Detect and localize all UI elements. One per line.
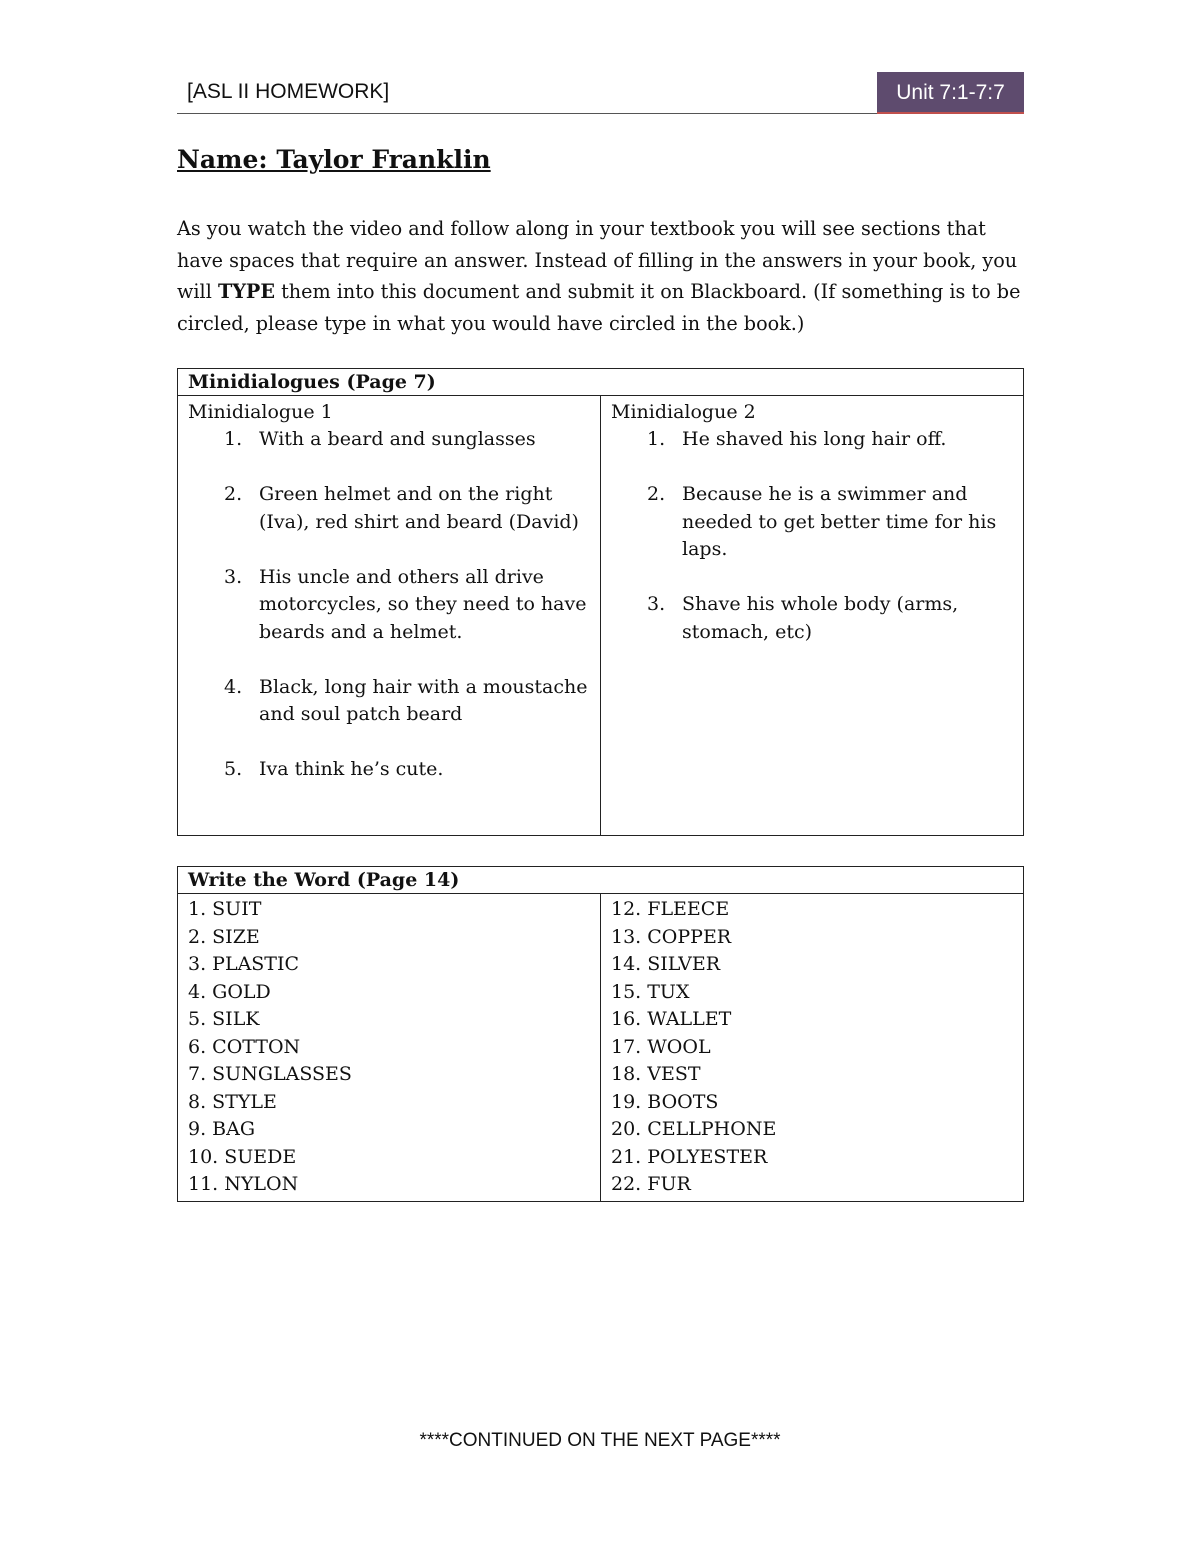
minidialogue-1-cell <box>178 396 601 836</box>
answer-item: 1. He shaved his long hair off. <box>647 428 947 450</box>
answer-item: 3. Shave his whole body (arms, stomach, etc) <box>647 593 959 643</box>
word-item: 7. SUNGLASSES <box>188 1063 352 1085</box>
minidialogues-table <box>177 368 1024 836</box>
header-title: [ASL II HOMEWORK] <box>187 80 390 103</box>
minidialogue-2-heading: Minidialogue 2 <box>611 401 756 423</box>
header-accent-line <box>877 112 1024 114</box>
word-item: 18. VEST <box>611 1063 701 1085</box>
minidialogue-2-answers <box>611 426 1013 646</box>
word-item: 2. SIZE <box>188 925 260 948</box>
answer-item: 1. With a beard and sunglasses <box>224 428 536 450</box>
answer-item: 2. Green helmet and on the right (Iva), red shirt and beard (David) <box>224 483 579 533</box>
word-item: 6. COTTON <box>188 1035 301 1058</box>
word-item: 22. FUR <box>611 1173 691 1195</box>
write-the-word-title: Write the Word (Page 14) <box>178 867 1024 894</box>
word-item: 1. SUIT <box>188 898 262 920</box>
word-item: 16. WALLET <box>611 1008 732 1030</box>
word-item: 17. WOOL <box>611 1035 711 1058</box>
word-item: 3. PLASTIC <box>188 953 300 975</box>
word-list-column-2 <box>601 894 1024 1202</box>
unit-badge: Unit 7:1-7:7 <box>877 72 1024 114</box>
answer-item: 2. Because he is a swimmer and needed to get better time for his laps. <box>647 483 997 560</box>
write-the-word-table <box>177 866 1024 1202</box>
answer-item: 4. Black, long hair with a moustache and soul patch beard <box>224 675 588 725</box>
word-item: 20. CELLPHONE <box>611 1118 777 1140</box>
word-item: 14. SILVER <box>611 953 721 975</box>
answer-item: 5. Iva think he’s cute. <box>224 758 444 780</box>
minidialogues-title: Minidialogues (Page 7) <box>178 369 1024 396</box>
instructions-text-2: them into this document and submit it on Blackboard. (If something is to be circled, please type in what you would have circled in the book.) <box>177 280 1021 335</box>
minidialogue-1-heading: Minidialogue 1 <box>188 401 333 423</box>
word-list-column-1 <box>178 894 601 1202</box>
word-item: 8. STYLE <box>188 1090 277 1113</box>
minidialogue-1-answers <box>188 426 590 784</box>
word-item: 11. NYLON <box>188 1173 299 1195</box>
word-item: 15. TUX <box>611 980 690 1003</box>
word-item: 9. BAG <box>188 1118 256 1140</box>
page-header <box>177 70 1024 114</box>
student-name: Name: Taylor Franklin <box>177 145 491 174</box>
word-item: 19. BOOTS <box>611 1090 719 1113</box>
instructions-emphasis: TYPE <box>217 280 275 303</box>
word-item: 5. SILK <box>188 1008 260 1030</box>
word-item: 12. FLEECE <box>611 898 730 920</box>
instructions-paragraph <box>177 213 1037 339</box>
instructions-text-1: As you watch the video and follow along in your textbook you will see sections that have spaces that require an answer. Instead of filling in the answers in your book, you will <box>177 217 1018 303</box>
word-item: 10. SUEDE <box>188 1145 297 1168</box>
word-item: 4. GOLD <box>188 980 271 1003</box>
word-item: 21. POLYESTER <box>611 1145 768 1168</box>
word-item: 13. COPPER <box>611 925 732 948</box>
header-divider <box>177 113 877 114</box>
answer-item: 3. His uncle and others all drive motorcycles, so they need to have beards and a helmet. <box>224 565 587 643</box>
continued-footer: ****CONTINUED ON THE NEXT PAGE**** <box>419 1430 781 1451</box>
minidialogue-2-cell <box>601 396 1024 836</box>
